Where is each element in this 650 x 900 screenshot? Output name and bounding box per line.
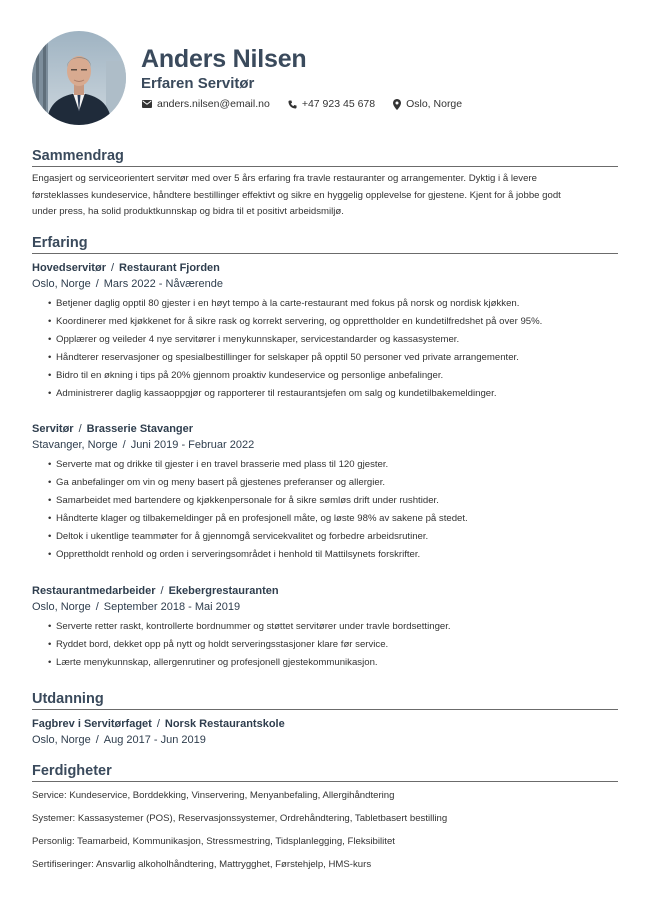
job-company: Ekebergrestauranten <box>168 585 279 597</box>
list-item: • Deltok i ukentlige teammøter for å gjennomgå servicekvalitet og forbedre arbeidsrutiner. <box>48 528 618 546</box>
profile-photo <box>32 31 126 125</box>
location-text: Oslo, Norge <box>406 98 463 110</box>
job-heading: Restaurantmedarbeider / Ekebergrestauranten <box>32 585 279 597</box>
list-item: • Opplærer og veileder 4 nye servitører i menykunnskaper, servicestandarder og kassasystemer. <box>48 331 618 349</box>
contact-location <box>393 98 462 110</box>
candidate-name: Anders Nilsen <box>141 45 307 73</box>
job-company: Brasserie Stavanger <box>86 423 194 435</box>
list-item: • Håndterte klager og tilbakemeldinger på en profesjonell måte, og løste 98% av sakene på stedet. <box>48 510 618 528</box>
experience-section <box>32 235 618 675</box>
job-location: Oslo, Norge <box>32 601 91 613</box>
list-item: • Serverte retter raskt, kontrollerte bordnummer og støttet servitører under travle bordsettinger. <box>48 618 618 636</box>
job-role: Restaurantmedarbeider <box>32 585 156 597</box>
skill-line: Personlig: Teamarbeid, Kommunikasjon, Stressmestring, Tidsplanlegging, Fleksibilitet <box>32 836 395 847</box>
skill-line: Sertifiseringer: Ansvarlig alkoholhåndtering, Mattrygghet, Førstehjelp, HMS-kurs <box>32 859 372 870</box>
list-item: • Ga anbefalinger om vin og meny basert på gjestenes preferanser og allergier. <box>48 474 618 492</box>
job-heading: Servitør / Brasserie Stavanger <box>32 423 194 435</box>
job-heading: Hovedservitør / Restaurant Fjorden <box>32 262 220 274</box>
education-section <box>32 691 618 751</box>
section-title-experience: Erfaring <box>32 235 618 254</box>
list-item: • Bidro til en økning i tips på 20% gjennom proaktiv kundeservice og personlige anbefalinger. <box>48 367 618 385</box>
summary-line: under press, ha solid produktkunnskap og bidra til et positivt arbeidsmiljø. <box>32 206 344 217</box>
phone-text: +47 923 45 678 <box>301 98 376 110</box>
skill-line: Systemer: Kassasystemer (POS), Reservasjonssystemer, Ordrehåndtering, Tabletbasert bestilling <box>32 813 448 824</box>
job-meta: Oslo, Norge / September 2018 - Mai 2019 <box>32 601 241 613</box>
job-bullets <box>32 618 618 672</box>
list-item: • Samarbeidet med bartendere og kjøkkenpersonale for å sikre sømløs drift under rushtider. <box>48 492 618 510</box>
list-item: • Opprettholdt renhold og orden i serveringsområdet i henhold til Mattilsynets forskrifter. <box>48 546 618 564</box>
education-period: Aug 2017 - Jun 2019 <box>103 734 206 746</box>
summary-line: Engasjert og serviceorientert servitør med over 5 års erfaring fra travle restauranter og arrangementer. Dyktig i å levere <box>32 173 537 184</box>
contact-row <box>142 98 480 110</box>
resume-header <box>32 31 622 125</box>
job-role: Servitør <box>32 423 74 435</box>
list-item: • Betjener daglig opptil 80 gjester i en høyt tempo à la carte-restaurant med fokus på norsk og nordisk kjøkken. <box>48 295 618 313</box>
summary-section <box>32 148 618 221</box>
skills-section <box>32 763 618 875</box>
job-entry <box>32 584 618 672</box>
section-title-summary: Sammendrag <box>32 148 618 167</box>
job-entry <box>32 261 618 402</box>
phone-icon <box>288 100 297 109</box>
education-degree: Fagbrev i Servitørfaget <box>32 718 152 730</box>
skill-line: Service: Kundeservice, Borddekking, Vinservering, Menyanbefaling, Allergihåndtering <box>32 790 395 801</box>
list-item: • Håndterer reservasjoner og spesialbestillinger for selskaper på opptil 50 personer ved private arrangementer. <box>48 349 618 367</box>
list-item: • Administrerer daglig kassaoppgjør og rapporterer til restaurantsjefen om salg og kundetilbakemeldinger. <box>48 385 618 403</box>
map-pin-icon <box>393 99 401 110</box>
candidate-title: Erfaren Servitør <box>141 75 255 92</box>
job-entry <box>32 422 618 563</box>
list-item: • Koordinerer med kjøkkenet for å sikre rask og korrekt servering, og opprettholder en kundetilfredshet på over 95%. <box>48 313 618 331</box>
job-period: Mars 2022 - Nåværende <box>103 278 223 290</box>
mail-icon <box>142 100 152 108</box>
list-item: • Lærte menykunnskap, allergenrutiner og profesjonell gjestekommunikasjon. <box>48 654 618 672</box>
job-role: Hovedservitør <box>32 262 106 274</box>
job-meta: Oslo, Norge / Mars 2022 - Nåværende <box>32 278 223 290</box>
job-location: Oslo, Norge <box>32 278 91 290</box>
summary-text <box>32 171 618 221</box>
email-text: anders.nilsen@email.no <box>157 98 270 110</box>
job-bullets <box>32 295 618 402</box>
education-meta: Oslo, Norge / Aug 2017 - Jun 2019 <box>32 734 206 746</box>
education-heading: Fagbrev i Servitørfaget / Norsk Restaurantskole <box>32 718 285 730</box>
education-school: Norsk Restaurantskole <box>164 718 285 730</box>
job-bullets <box>32 456 618 563</box>
list-item: • Serverte mat og drikke til gjester i en travel brasserie med plass til 120 gjester. <box>48 456 618 474</box>
education-entry <box>32 717 618 748</box>
list-item: • Ryddet bord, dekket opp på nytt og holdt serveringsstasjoner klare før service. <box>48 636 618 654</box>
summary-line: førsteklasses kundeservice, håndtere bestillinger effektivt og sikre en hyggelig opplevelse for gjestene. Kjent for å jobbe godt <box>32 189 561 201</box>
education-location: Oslo, Norge <box>32 734 91 746</box>
job-location: Stavanger, Norge <box>32 439 118 451</box>
job-period: Juni 2019 - Februar 2022 <box>130 439 255 451</box>
job-meta: Stavanger, Norge / Juni 2019 - Februar 2022 <box>32 439 255 451</box>
job-company: Restaurant Fjorden <box>119 262 220 274</box>
section-title-education: Utdanning <box>32 691 618 710</box>
contact-phone[interactable] <box>288 98 375 110</box>
job-period: September 2018 - Mai 2019 <box>103 601 241 613</box>
contact-email[interactable] <box>142 98 270 110</box>
section-title-skills: Ferdigheter <box>32 763 618 782</box>
